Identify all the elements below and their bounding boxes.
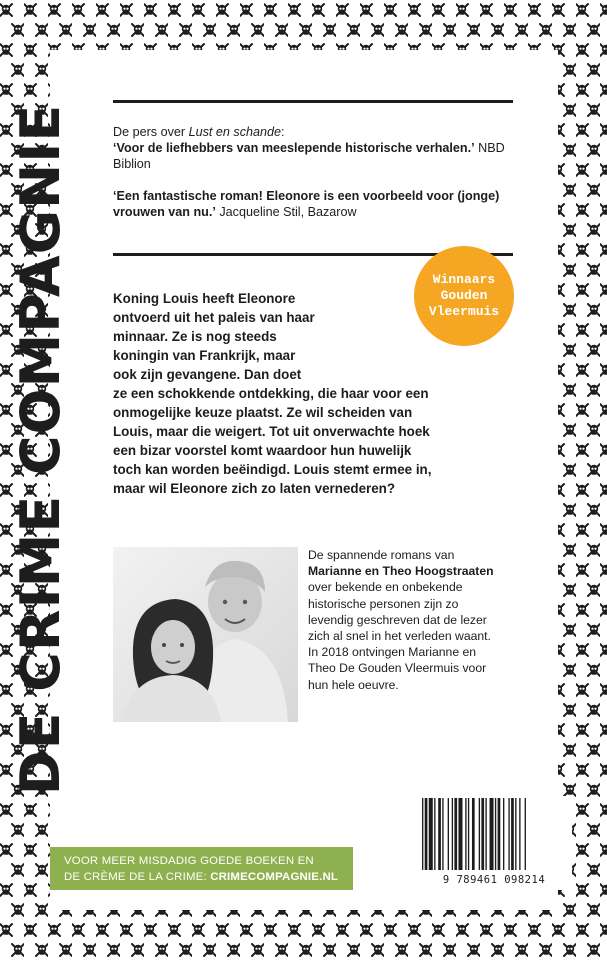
spine-title-area [8,84,74,814]
blurb-line: ze een schokkende ontdekking, die haar voor een [113,386,429,401]
bio-line: zich al snel in het verleden waant. [308,629,491,644]
barcode-bar [519,798,520,870]
badge-line-3: Vleermuis [428,304,500,319]
blurb-line: Koning Louis heeft Eleonore [113,291,296,306]
barcode-bar [490,798,494,870]
blurb-line: maar wil Eleonore zich zo laten vernederen? [113,481,396,496]
bio-line: In 2018 ontvingen Marianne en [308,645,477,660]
barcode-bar [465,798,466,870]
barcode-bar [525,798,526,870]
book-blurb [113,289,523,498]
top-rule [113,100,513,103]
barcode-bar [515,798,516,870]
press-quote-1: ‘Voor de liefhebbers van meeslepende historische verhalen.’ NBD Biblion [113,141,505,171]
website-link[interactable]: CRIMECOMPAGNIE.NL [210,871,339,883]
barcode-bar [442,798,443,870]
blurb-line: toch kan worden beëindigd. Louis stemt ermee in, [113,462,432,477]
blurb-line: minnaar. Ze is nog steeds [113,329,277,344]
isbn-number: 9 789461 098214 [442,874,546,886]
bio-line: levendig geschreven dat de lezer [308,612,487,627]
banner-line-1: VOOR MEER MISDADIG GOEDE BOEKEN EN [64,855,314,867]
blurb-line: koningin van Frankrijk, maar [113,348,296,363]
website-banner [50,847,353,890]
badge-line-1: Winnaars [432,272,496,287]
barcode-bar [508,798,509,870]
barcode-bar [468,798,469,870]
barcode-bar [498,798,501,870]
bio-line: over bekende en onbekende [308,580,463,595]
banner-line-2: DE CRÈME DE LA CRIME: CRIMECOMPAGNIE.NL [64,871,339,883]
blurb-line: ook zijn gevangene. Dan doet [113,367,302,382]
barcode-bar [481,798,484,870]
bio-line: Theo De Gouden Vleermuis voor [308,661,487,676]
press-quotes [113,124,513,220]
spine-title: DE CRIME COMPAGNIE [9,103,73,795]
press-quote-2: ‘Een fantastische roman! Eleonore is een voorbeeld voor (jonge) vrouwen van nu.’ Jacqueline Stil, Bazarow [113,189,500,219]
blurb-line: een bizar voorstel komt waardoor hun huwelijk [113,443,412,458]
barcode-bar [485,798,486,870]
barcode-bar [434,798,435,870]
barcode-bars [416,798,572,874]
barcode-bar [448,798,449,870]
bio-line: hun hele oeuvre. [308,677,399,692]
blurb-line: ontvoerd uit het paleis van haar [113,310,315,325]
author-photo [113,547,298,722]
barcode-bar [454,798,457,870]
barcode-bar [479,798,480,870]
barcode-bar [458,798,462,870]
bio-line: historische personen zijn zo [308,596,459,611]
author-bio [308,547,518,693]
barcode-bar [425,798,428,870]
barcode-bar [452,798,453,870]
barcode-bar [495,798,496,870]
barcode-bar [422,798,423,870]
isbn-barcode [416,796,572,890]
blurb-line: Louis, maar die weigert. Tot uit onverwachte hoek [113,424,430,439]
barcode-bar [429,798,433,870]
barcode-bar [438,798,441,870]
barcode-bar [503,798,504,870]
blurb-line: onmogelijke keuze plaatst. Ze wil scheiden van [113,405,413,420]
badge-line-2: Gouden [440,288,488,303]
barcode-bar [511,798,514,870]
barcode-bar [472,798,475,870]
bio-line: De spannende romans van [308,548,455,562]
bio-author-names: Marianne en Theo Hoogstraaten [308,564,494,579]
press-intro: De pers over Lust en schande: [113,125,285,139]
